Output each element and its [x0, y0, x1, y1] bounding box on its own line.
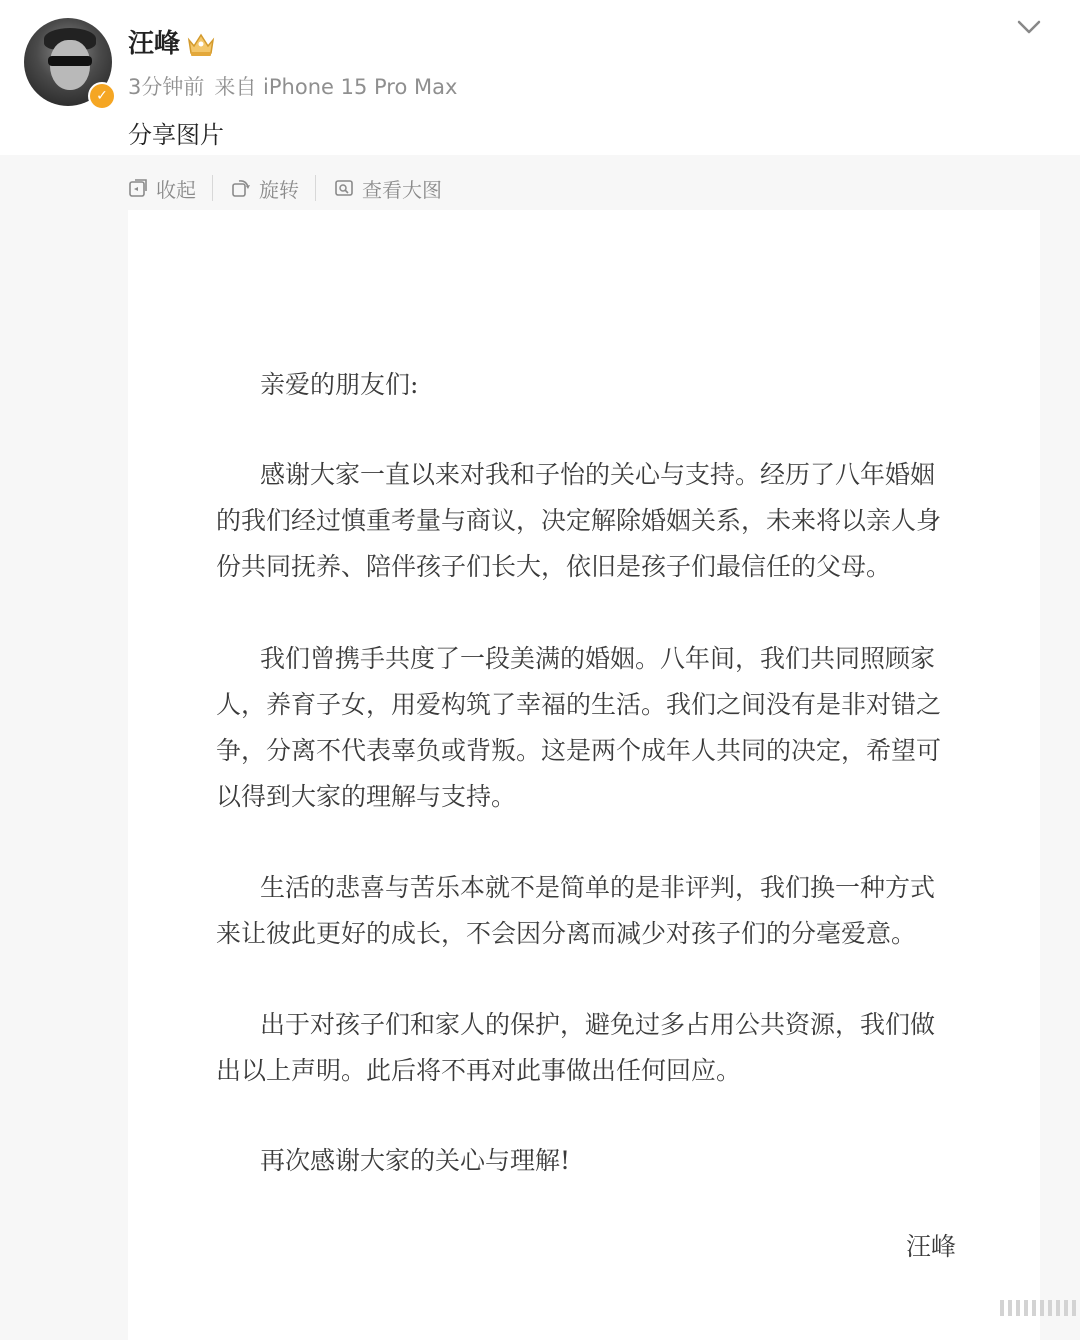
statement-image[interactable]	[128, 210, 1040, 1340]
letter-paragraph: 再次感谢大家的关心与理解!	[260, 1146, 571, 1175]
post-caption: 分享图片	[128, 121, 224, 149]
toolbar-divider	[212, 175, 213, 201]
toolbar-divider	[315, 175, 316, 201]
avatar[interactable]	[24, 18, 112, 106]
collapse-icon	[128, 178, 148, 198]
letter-paragraph: 出于对孩子们和家人的保护，避免过多占用公共资源，我们做出以上声明。此后将不再对此事做出任何回应。	[216, 1010, 936, 1085]
letter-paragraph: 生活的悲喜与苦乐本就不是简单的是非评判，我们换一种方式来让彼此更好的成长，不会因分离而减少对孩子们的分毫爱意。	[216, 873, 936, 948]
rotate-label: 旋转	[259, 177, 299, 202]
collapse-button[interactable]	[128, 170, 212, 206]
letter-paragraph: 感谢大家一直以来对我和子怡的关心与支持。经历了八年婚姻的我们经过慎重考量与商议，决定解除婚姻关系，未来将以亲人身份共同抚养、陪伴孩子们长大，依旧是孩子们最信任的父母。	[216, 460, 942, 581]
letter-salutation: 亲爱的朋友们:	[260, 370, 419, 399]
post-meta	[128, 72, 457, 102]
post-header	[0, 0, 1080, 155]
post-source: 来自 iPhone 15 Pro Max	[214, 75, 458, 99]
letter-signature: 汪峰	[905, 1232, 956, 1261]
rotate-icon	[231, 178, 251, 198]
username[interactable]: 汪峰	[128, 29, 181, 59]
view-large-image-icon	[334, 178, 354, 198]
rotate-button[interactable]	[231, 170, 315, 206]
view-large-button[interactable]	[334, 170, 458, 206]
image-toolbar	[128, 170, 458, 206]
view-large-label: 查看大图	[362, 177, 442, 202]
chevron-down-icon[interactable]	[1014, 14, 1044, 40]
letter-paragraph: 我们曾携手共度了一段美满的婚姻。八年间，我们共同照顾家人，养育子女，用爱构筑了幸福的生活。我们之间没有是非对错之争，分离不代表辜负或背叛。这是两个成年人共同的决定，希望可以得到大家的理解与支持。	[216, 644, 942, 811]
crown-icon[interactable]	[186, 30, 216, 58]
post-time: 3分钟前	[128, 75, 205, 99]
image-edge-marker	[1000, 1300, 1076, 1316]
collapse-label: 收起	[156, 177, 196, 202]
verified-badge-icon: ✓	[88, 82, 116, 110]
